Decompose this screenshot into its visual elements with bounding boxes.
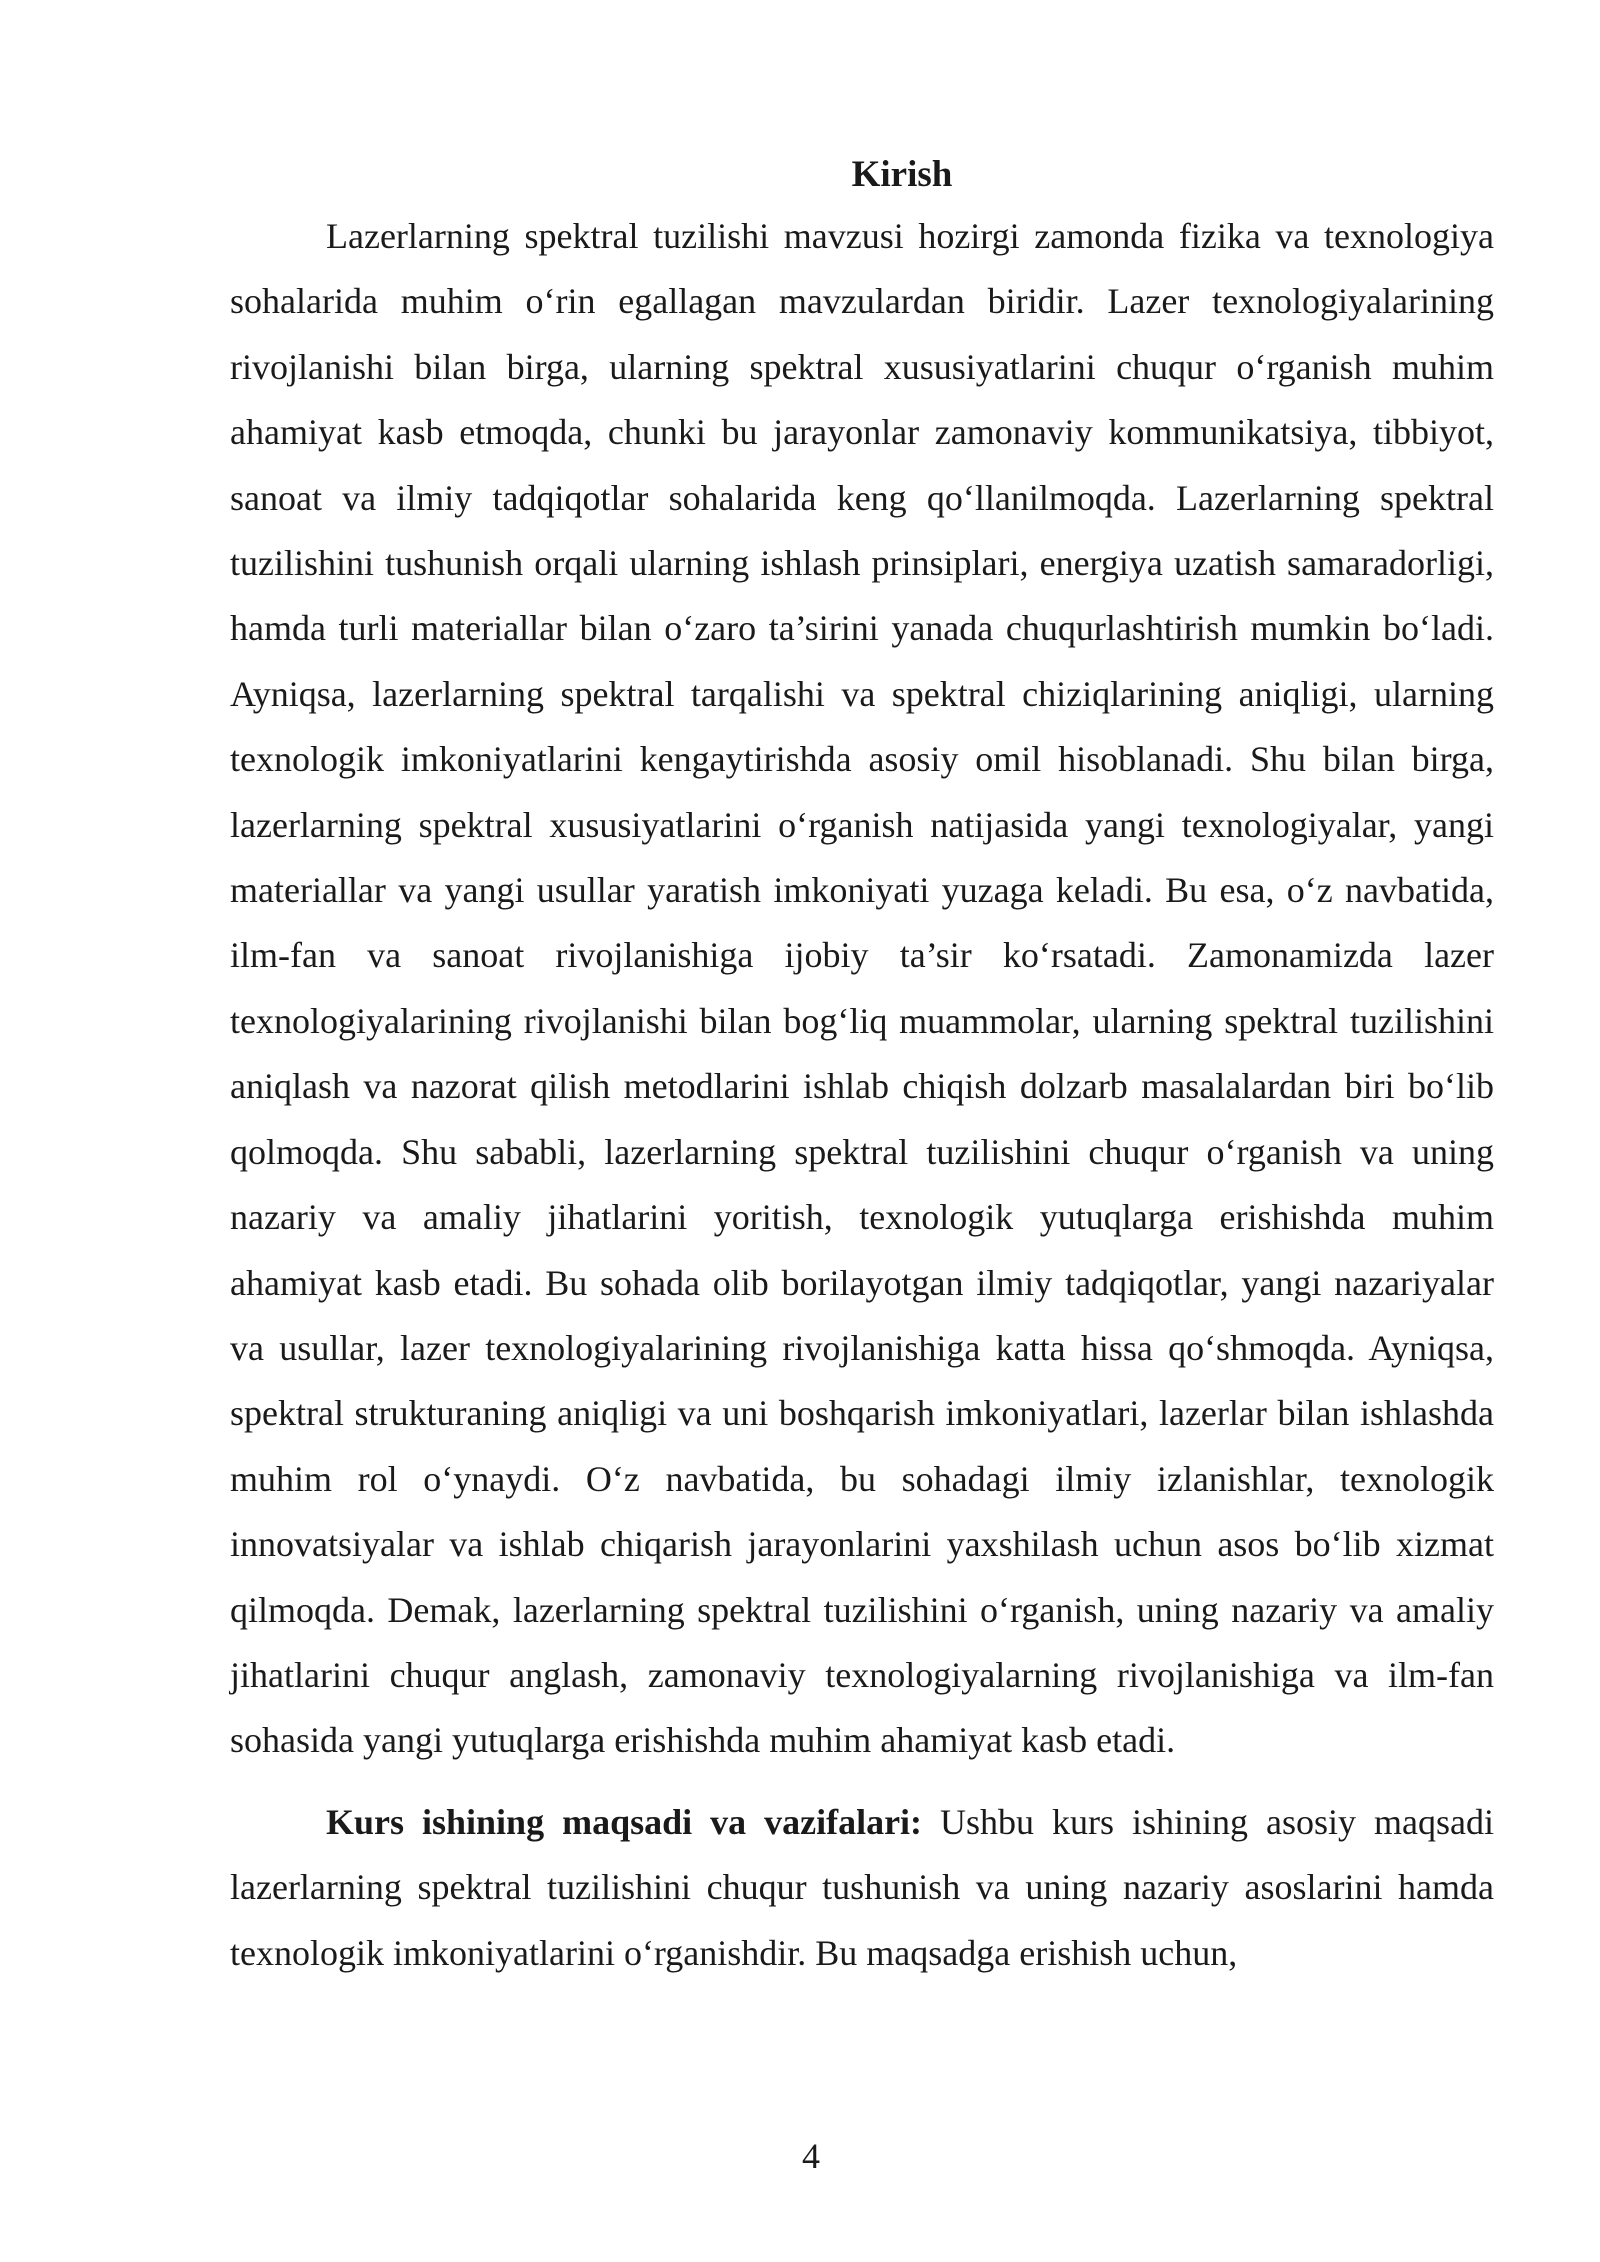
intro-paragraph <box>230 204 1494 1774</box>
page-number: 4 <box>802 2136 820 2176</box>
goals-paragraph-text: Ushbu kurs ishining asosiy maqsadi lazerlarning spektral tuzilishini chuqur tushunish va uning nazariy asoslarini hamda texnologik imkoniyatlarini o‘rganishdir. Bu maqsadga erishish uchun, <box>230 1801 1494 1973</box>
document-page <box>230 150 1494 1986</box>
goals-paragraph <box>230 1790 1494 1986</box>
intro-paragraph-text: Lazerlarning spektral tuzilishi mavzusi hozirgi zamonda fizika va texnologiya sohalarida muhim o‘rin egallagan mavzulardan biridir. Lazer texnologiyalarining rivojlanishi bilan birga, ularning spektral xususiyatlarini chuqur o‘rganish muhim ahamiyat kasb etmoqda, chunki bu jarayonlar zamonaviy kommunikatsiya, tibbiyot, sanoat va ilmiy tadqiqotlar sohalarida keng qo‘llanilmoqda. Lazerlarning spektral tuzilishini tushunish orqali ularning ishlash prinsiplari, energiya uzatish samaradorligi, hamda turli materiallar bilan o‘zaro ta’sirini yanada chuqurlashtirish mumkin bo‘ladi. Ayniqsa, lazerlarning spektral tarqalishi va spektral chiziqlarining aniqligi, ularning texnologik imkoniyatlarini kengaytirishda asosiy omil hisoblanadi. Shu bilan birga, lazerlarning spektral xususiyatlarini o‘rganish natijasida yangi texnologiyalar, yangi materiallar va yangi usullar yaratish imkoniyati yuzaga keladi. Bu esa, o‘z navbatida, ilm-fan va sanoat rivojlanishiga ijobiy ta’sir ko‘rsatadi. Zamonamizda lazer texnologiyalarining rivojlanishi bilan bog‘liq muammolar, ularning spektral tuzilishini aniqlash va nazorat qilish metodlarini ishlab chiqish dolzarb masalalardan biri bo‘lib qolmoqda. Shu sababli, lazerlarning spektral tuzilishini chuqur o‘rganish va uning nazariy va amaliy jihatlarini yoritish, texnologik yutuqlarga erishishda muhim ahamiyat kasb etadi. Bu sohada olib borilayotgan ilmiy tadqiqotlar, yangi nazariyalar va usullar, lazer texnologiyalarining rivojlanishiga katta hissa qo‘shmoqda. Ayniqsa, spektral strukturaning aniqligi va uni boshqarish imkoniyatlari, lazerlar bilan ishlashda muhim rol o‘ynaydi. O‘z navbatida, bu sohadagi ilmiy izlanishlar, texnologik innovatsiyalar va ishlab chiqarish jarayonlarini yaxshilash uchun asos bo‘lib xizmat qilmoqda. Demak, lazerlarning spektral tuzilishini o‘rganish, uning nazariy va amaliy jihatlarini chuqur anglash, zamonaviy texnologiyalarning rivojlanishiga va ilm-fan sohasida yangi yutuqlarga erishishda muhim ahamiyat kasb etadi. <box>230 216 1494 1761</box>
goals-paragraph-lead: Kurs ishining maqsadi va vazifalari: <box>326 1801 923 1842</box>
section-heading: Kirish <box>851 154 953 195</box>
